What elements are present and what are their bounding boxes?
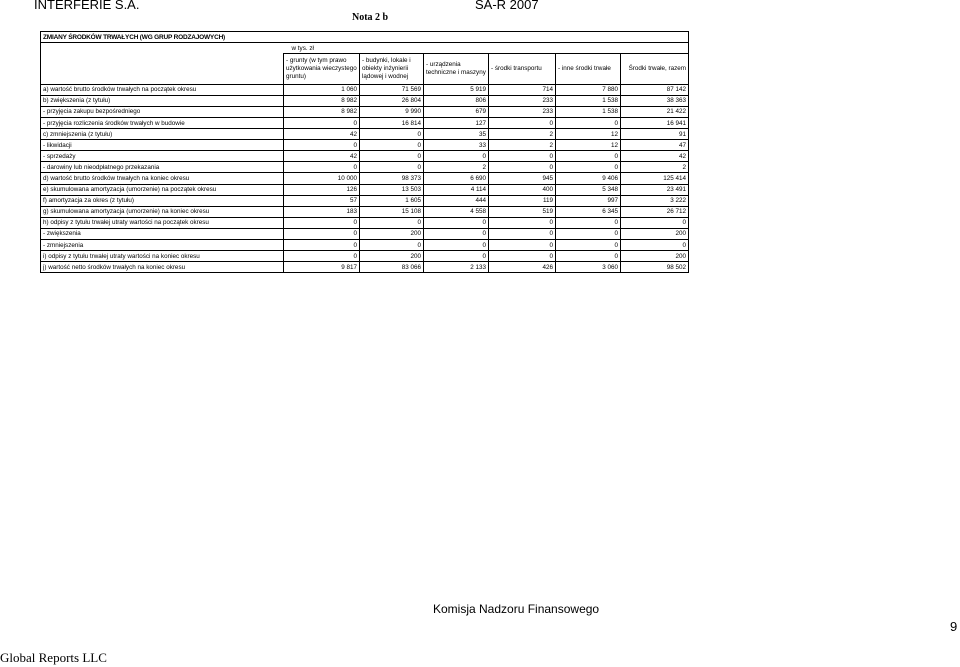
row-value: 0 — [360, 151, 424, 162]
column-header: - środki transportu — [489, 54, 556, 85]
row-value: 0 — [489, 151, 556, 162]
column-header: - budynki, lokale i obiekty inżynierii lądowej i wodnej — [360, 54, 424, 85]
table-row — [41, 129, 689, 140]
publisher-label: Global Reports LLC — [0, 650, 107, 665]
row-value: 0 — [284, 251, 360, 262]
row-value: 200 — [360, 228, 424, 239]
table-row — [41, 162, 689, 173]
table-row — [41, 173, 689, 184]
table-row — [41, 240, 689, 251]
row-label: - sprzedaży — [41, 151, 284, 162]
row-value: 16 814 — [360, 117, 424, 128]
row-value: 15 108 — [360, 206, 424, 217]
row-value: 87 142 — [621, 84, 689, 95]
row-value: 83 066 — [360, 262, 424, 273]
row-value: 0 — [360, 140, 424, 151]
row-value: 233 — [489, 95, 556, 106]
row-value: 0 — [489, 217, 556, 228]
page-number: 9 — [950, 619, 958, 634]
row-value: 26 804 — [360, 95, 424, 106]
column-header: Środki trwałe, razem — [621, 54, 689, 85]
unit-row — [41, 43, 689, 54]
table-row — [41, 84, 689, 95]
row-label: - przyjęcia zakupu bezpośredniego — [41, 106, 284, 117]
table-row — [41, 95, 689, 106]
row-value: 125 414 — [621, 173, 689, 184]
row-value: 0 — [556, 251, 621, 262]
note-title: Nota 2 b — [352, 12, 389, 23]
row-value: 426 — [489, 262, 556, 273]
row-value: 6 345 — [556, 206, 621, 217]
row-value: 21 422 — [621, 106, 689, 117]
row-value: 1 538 — [556, 95, 621, 106]
row-value: 0 — [360, 240, 424, 251]
row-value: 0 — [284, 228, 360, 239]
row-value: 200 — [621, 228, 689, 239]
row-value: 0 — [556, 117, 621, 128]
row-value: 47 — [621, 140, 689, 151]
row-value: 5 348 — [556, 184, 621, 195]
company-name: INTERFERIE S.A. — [34, 0, 140, 12]
commission-label: Komisja Nadzoru Finansowego — [433, 602, 600, 616]
row-label: - zwiększenia — [41, 228, 284, 239]
table-row — [41, 262, 689, 273]
unit-label: w tys. zł — [284, 43, 689, 54]
row-value: 945 — [489, 173, 556, 184]
row-label: - przyjęcia rozliczenia środków trwałych w budowie — [41, 117, 284, 128]
column-header-row — [41, 54, 689, 85]
row-value: 12 — [556, 129, 621, 140]
row-value: 35 — [424, 129, 489, 140]
table-row — [41, 206, 689, 217]
table-row — [41, 195, 689, 206]
row-label: - darowiny lub nieodpłatnego przekazania — [41, 162, 284, 173]
table-row — [41, 106, 689, 117]
row-value: 8 982 — [284, 106, 360, 117]
row-label: e) skumulowana amortyzacja (umorzenie) na początek okresu — [41, 184, 284, 195]
row-value: 0 — [424, 228, 489, 239]
row-label: - zmniejszenia — [41, 240, 284, 251]
row-value: 233 — [489, 106, 556, 117]
row-label: h) odpisy z tytułu trwałej utraty wartości na początek okresu — [41, 217, 284, 228]
row-value: 0 — [489, 228, 556, 239]
row-value: 0 — [556, 217, 621, 228]
row-value: 997 — [556, 195, 621, 206]
row-value: 13 503 — [360, 184, 424, 195]
fixed-assets-table — [40, 31, 689, 273]
table-row — [41, 117, 689, 128]
row-value: 0 — [489, 251, 556, 262]
row-value: 9 990 — [360, 106, 424, 117]
row-value: 0 — [556, 151, 621, 162]
row-value: 0 — [489, 117, 556, 128]
row-value: 0 — [284, 217, 360, 228]
row-value: 0 — [284, 117, 360, 128]
row-value: 0 — [284, 162, 360, 173]
row-value: 183 — [284, 206, 360, 217]
row-label: b) zwiększenia (z tytułu) — [41, 95, 284, 106]
row-value: 0 — [556, 228, 621, 239]
row-value: 2 — [621, 162, 689, 173]
row-value: 2 — [489, 129, 556, 140]
row-value: 0 — [360, 217, 424, 228]
row-value: 444 — [424, 195, 489, 206]
row-value: 33 — [424, 140, 489, 151]
row-value: 42 — [284, 129, 360, 140]
row-value: 57 — [284, 195, 360, 206]
table-row — [41, 151, 689, 162]
row-value: 1 060 — [284, 84, 360, 95]
row-value: 0 — [556, 162, 621, 173]
row-value: 200 — [360, 251, 424, 262]
row-label: d) wartość brutto środków trwałych na koniec okresu — [41, 173, 284, 184]
row-value: 2 — [489, 140, 556, 151]
row-value: 0 — [424, 240, 489, 251]
row-value: 0 — [424, 217, 489, 228]
row-value: 23 491 — [621, 184, 689, 195]
row-value: 0 — [489, 162, 556, 173]
row-label: f) amortyzacja za okres (z tytułu) — [41, 195, 284, 206]
row-value: 3 222 — [621, 195, 689, 206]
row-value: 42 — [621, 151, 689, 162]
row-value: 126 — [284, 184, 360, 195]
row-label: g) skumulowana amortyzacja (umorzenie) na koniec okresu — [41, 206, 284, 217]
table-row — [41, 228, 689, 239]
row-value: 9 817 — [284, 262, 360, 273]
row-value: 42 — [284, 151, 360, 162]
row-value: 91 — [621, 129, 689, 140]
row-value: 0 — [489, 240, 556, 251]
row-value: 0 — [284, 140, 360, 151]
row-value: 679 — [424, 106, 489, 117]
table-title-row — [41, 32, 689, 43]
row-value: 806 — [424, 95, 489, 106]
report-code: SA-R 2007 — [475, 0, 539, 12]
row-value: 3 060 — [556, 262, 621, 273]
header-empty-cell — [41, 54, 284, 85]
row-value: 0 — [424, 151, 489, 162]
row-value: 0 — [360, 162, 424, 173]
row-value: 5 919 — [424, 84, 489, 95]
row-value: 98 373 — [360, 173, 424, 184]
row-value: 2 133 — [424, 262, 489, 273]
row-value: 71 569 — [360, 84, 424, 95]
row-value: 6 690 — [424, 173, 489, 184]
table-row — [41, 217, 689, 228]
row-value: 9 406 — [556, 173, 621, 184]
row-label: i) odpisy z tytułu trwałej utraty wartości na koniec okresu — [41, 251, 284, 262]
row-value: 7 880 — [556, 84, 621, 95]
column-header: - grunty (w tym prawo użytkowania wieczystego gruntu) — [284, 54, 360, 85]
row-label: - likwidacji — [41, 140, 284, 151]
row-value: 98 502 — [621, 262, 689, 273]
row-value: 0 — [424, 251, 489, 262]
row-value: 0 — [360, 129, 424, 140]
row-value: 714 — [489, 84, 556, 95]
row-value: 12 — [556, 140, 621, 151]
row-value: 1 605 — [360, 195, 424, 206]
row-value: 200 — [621, 251, 689, 262]
column-header: - inne środki trwałe — [556, 54, 621, 85]
table-row — [41, 251, 689, 262]
row-value: 1 538 — [556, 106, 621, 117]
row-value: 2 — [424, 162, 489, 173]
row-label: c) zmniejszenia (z tytułu) — [41, 129, 284, 140]
row-label: a) wartość brutto środków trwałych na początek okresu — [41, 84, 284, 95]
table-title: ZMIANY ŚRODKÓW TRWAŁYCH (WG GRUP RODZAJOWYCH) — [41, 32, 689, 43]
row-value: 4 114 — [424, 184, 489, 195]
row-value: 10 000 — [284, 173, 360, 184]
row-value: 0 — [556, 240, 621, 251]
row-value: 400 — [489, 184, 556, 195]
row-value: 8 982 — [284, 95, 360, 106]
row-value: 127 — [424, 117, 489, 128]
row-value: 4 558 — [424, 206, 489, 217]
row-value: 38 363 — [621, 95, 689, 106]
row-value: 0 — [621, 217, 689, 228]
row-value: 0 — [284, 240, 360, 251]
row-value: 519 — [489, 206, 556, 217]
row-label: j) wartość netto środków trwałych na koniec okresu — [41, 262, 284, 273]
table-row — [41, 140, 689, 151]
column-header: - urządzenia techniczne i maszyny — [424, 54, 489, 85]
row-value: 119 — [489, 195, 556, 206]
row-value: 16 941 — [621, 117, 689, 128]
table-row — [41, 184, 689, 195]
row-value: 26 712 — [621, 206, 689, 217]
row-value: 0 — [621, 240, 689, 251]
